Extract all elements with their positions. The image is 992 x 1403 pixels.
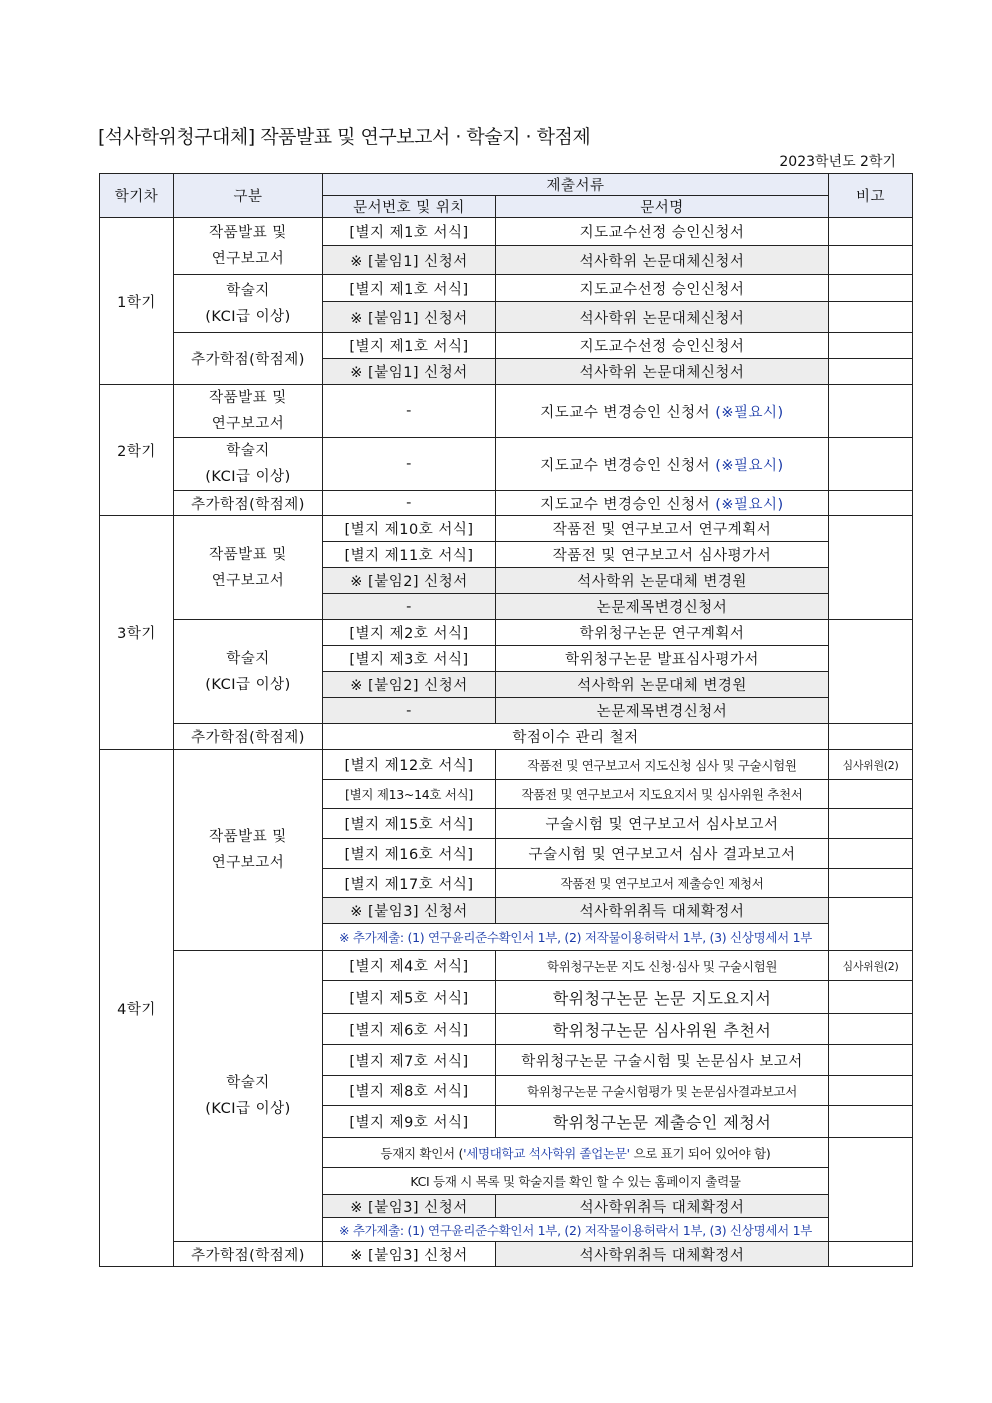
doc-no: ※ [붙임1] 신청서	[323, 359, 496, 385]
remark	[829, 385, 913, 438]
doc-no: ※ [붙임1] 신청서	[323, 302, 496, 333]
doc-name: 석사학위취득 대체확정서	[496, 898, 829, 924]
doc-no: [별지 제2호 서식]	[323, 620, 496, 646]
remark	[829, 438, 913, 491]
remark	[829, 724, 913, 750]
header-documents: 제출서류	[323, 174, 829, 196]
doc-name: 지도교수선정 승인신청서	[496, 275, 829, 302]
remark	[829, 302, 913, 333]
doc-name: 석사학위 논문대체신청서	[496, 246, 829, 275]
category-credit: 추가학점(학점제)	[174, 724, 323, 750]
page-title: [석사학위청구대체] 작품발표 및 연구보고서 · 학술지 · 학점제	[98, 126, 591, 148]
category-work: 작품발표 및 연구보고서	[174, 516, 323, 620]
doc-no: ※ [붙임2] 신청서	[323, 568, 496, 594]
doc-name: 학위청구논문 제출승인 제청서	[496, 1106, 829, 1138]
doc-no: [별지 제10호 서식]	[323, 516, 496, 542]
category-journal: 학술지 (KCI급 이상)	[174, 275, 323, 333]
doc-no: [별지 제1호 서식]	[323, 333, 496, 359]
remark	[829, 359, 913, 385]
remark	[829, 620, 913, 724]
remark	[829, 491, 913, 516]
doc-no: -	[323, 698, 496, 724]
doc-name: 석사학위 논문대체신청서	[496, 302, 829, 333]
doc-no: [별지 제1호 서식]	[323, 218, 496, 246]
category-journal: 학술지 (KCI급 이상)	[174, 951, 323, 1242]
doc-name: 지도교수 변경승인 신청서 (※필요시)	[496, 438, 829, 491]
doc-no: [별지 제17호 서식]	[323, 869, 496, 898]
header-category: 구분	[174, 174, 323, 218]
header-semester: 학기차	[100, 174, 174, 218]
doc-name: 학위청구논문 연구계획서	[496, 620, 829, 646]
header-remarks: 비고	[829, 174, 913, 218]
category-work: 작품발표 및 연구보고서	[174, 750, 323, 951]
doc-name: 지도교수 변경승인 신청서 (※필요시)	[496, 491, 829, 516]
semester-3: 3학기	[100, 516, 174, 750]
remark	[829, 1138, 913, 1242]
doc-no: -	[323, 491, 496, 516]
remark: 심사위원(2)	[829, 951, 913, 981]
doc-no: [별지 제12호 서식]	[323, 750, 496, 780]
doc-no: [별지 제7호 서식]	[323, 1045, 496, 1076]
remark	[829, 1242, 913, 1267]
doc-no: -	[323, 594, 496, 620]
category-journal: 학술지 (KCI급 이상)	[174, 620, 323, 724]
additional-submission-note: ※ 추가제출: (1) 연구윤리준수확인서 1부, (2) 저작물이용허락서 1부, (3) 신상명세서 1부	[323, 924, 829, 951]
doc-no: [별지 제9호 서식]	[323, 1106, 496, 1138]
doc-name: 학위청구논문 지도 신청·심사 및 구술시험원	[496, 951, 829, 981]
semester-2: 2학기	[100, 385, 174, 516]
remark	[829, 1076, 913, 1106]
doc-name: 학위청구논문 논문 지도요지서	[496, 981, 829, 1014]
doc-name: 구술시험 및 연구보고서 심사 결과보고서	[496, 839, 829, 869]
doc-no: [별지 제8호 서식]	[323, 1076, 496, 1106]
doc-name: 지도교수선정 승인신청서	[496, 218, 829, 246]
doc-name: 석사학위취득 대체확정서	[496, 1195, 829, 1218]
remark: 심사위원(2)	[829, 750, 913, 780]
documents-table	[99, 173, 913, 1267]
doc-no: [별지 제11호 서식]	[323, 542, 496, 568]
header-doc-name: 문서명	[496, 196, 829, 218]
doc-no: [별지 제6호 서식]	[323, 1014, 496, 1045]
remark	[829, 516, 913, 620]
doc-no: [별지 제16호 서식]	[323, 839, 496, 869]
remark	[829, 780, 913, 809]
additional-submission-note: ※ 추가제출: (1) 연구윤리준수확인서 1부, (2) 저작물이용허락서 1부, (3) 신상명세서 1부	[323, 1218, 829, 1242]
doc-no: [별지 제13~14호 서식]	[323, 780, 496, 809]
doc-no: [별지 제5호 서식]	[323, 981, 496, 1014]
doc-name: 학위청구논문 구술시험평가 및 논문심사결과보고서	[496, 1076, 829, 1106]
publication-confirmation: 등재지 확인서 ('세명대학교 석사학위 졸업논문' 으로 표기 되어 있어야 함)	[323, 1138, 829, 1168]
doc-name: 석사학위 논문대체신청서	[496, 359, 829, 385]
doc-no: -	[323, 385, 496, 438]
doc-no: [별지 제4호 서식]	[323, 951, 496, 981]
category-credit: 추가학점(학점제)	[174, 1242, 323, 1267]
category-work: 작품발표 및 연구보고서	[174, 385, 323, 438]
doc-no: ※ [붙임3] 신청서	[323, 1242, 496, 1267]
doc-no: ※ [붙임2] 신청서	[323, 672, 496, 698]
doc-name: 석사학위취득 대체확정서	[496, 1242, 829, 1267]
doc-no: [별지 제15호 서식]	[323, 809, 496, 839]
doc-name: 학위청구논문 심사위원 추천서	[496, 1014, 829, 1045]
remark	[829, 809, 913, 839]
remark	[829, 246, 913, 275]
doc-name: 작품전 및 연구보고서 연구계획서	[496, 516, 829, 542]
remark	[829, 981, 913, 1014]
remark	[829, 1106, 913, 1138]
category-work: 작품발표 및 연구보고서	[174, 218, 323, 275]
doc-name: 학위청구논문 구술시험 및 논문심사 보고서	[496, 1045, 829, 1076]
doc-no: [별지 제1호 서식]	[323, 275, 496, 302]
remark	[829, 275, 913, 302]
semester-1: 1학기	[100, 218, 174, 385]
credit-note: 학점이수 관리 철저	[323, 724, 829, 750]
doc-no: ※ [붙임3] 신청서	[323, 1195, 496, 1218]
doc-name: 논문제목변경신청서	[496, 594, 829, 620]
header-doc-no: 문서번호 및 위치	[323, 196, 496, 218]
doc-name: 구술시험 및 연구보고서 심사보고서	[496, 809, 829, 839]
doc-no: [별지 제3호 서식]	[323, 646, 496, 672]
doc-name: 지도교수 변경승인 신청서 (※필요시)	[496, 385, 829, 438]
remark	[829, 869, 913, 898]
doc-name: 작품전 및 연구보고서 지도요지서 및 심사위원 추천서	[496, 780, 829, 809]
doc-name: 논문제목변경신청서	[496, 698, 829, 724]
remark	[829, 1045, 913, 1076]
doc-name: 지도교수선정 승인신청서	[496, 333, 829, 359]
doc-no: -	[323, 438, 496, 491]
doc-name: 작품전 및 연구보고서 심사평가서	[496, 542, 829, 568]
doc-name: 작품전 및 연구보고서 지도신청 심사 및 구술시험원	[496, 750, 829, 780]
category-journal: 학술지 (KCI급 이상)	[174, 438, 323, 491]
category-credit: 추가학점(학점제)	[174, 333, 323, 385]
semester-4: 4학기	[100, 750, 174, 1267]
remark	[829, 333, 913, 359]
doc-name: 석사학위 논문대체 변경원	[496, 568, 829, 594]
category-credit: 추가학점(학점제)	[174, 491, 323, 516]
doc-no: ※ [붙임1] 신청서	[323, 246, 496, 275]
kci-printout: KCI 등재 시 목록 및 학술지를 확인 할 수 있는 홈페이지 출력물	[323, 1168, 829, 1195]
doc-name: 학위청구논문 발표심사평가서	[496, 646, 829, 672]
doc-no: ※ [붙임3] 신청서	[323, 898, 496, 924]
term-label: 2023학년도 2학기	[779, 154, 896, 170]
doc-name: 석사학위 논문대체 변경원	[496, 672, 829, 698]
doc-name: 작품전 및 연구보고서 제출승인 제청서	[496, 869, 829, 898]
remark	[829, 839, 913, 869]
remark	[829, 218, 913, 246]
remark	[829, 1014, 913, 1045]
remark	[829, 898, 913, 951]
